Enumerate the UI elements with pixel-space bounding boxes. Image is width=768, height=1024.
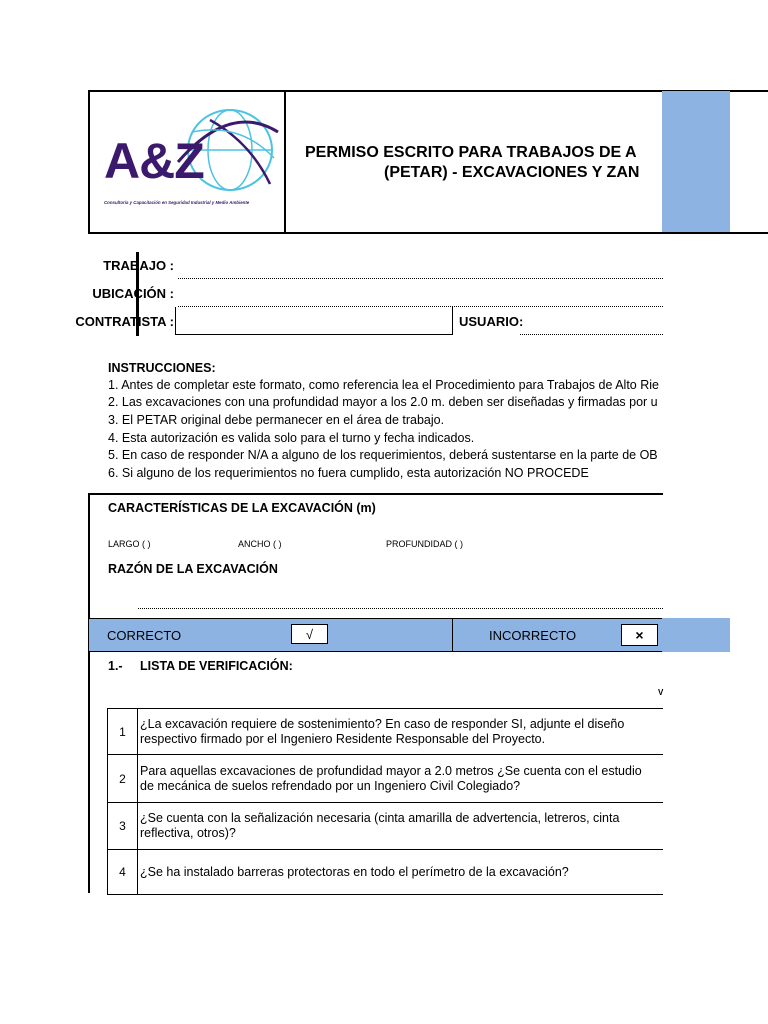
ubicacion-label: UBICACIÓN : [92, 286, 174, 301]
instruction-item: 3. El PETAR original debe permanecer en el área de trabajo. [108, 413, 445, 427]
header-blue-block [662, 91, 730, 232]
incorrect-label: INCORRECTO [489, 628, 577, 643]
checklist-side-mark: V [658, 688, 664, 697]
check-icon: √ [305, 626, 314, 642]
checklist-row [107, 708, 663, 755]
page-title-line2: (PETAR) - EXCAVACIONES Y ZAN [384, 164, 640, 181]
row-number: 4 [108, 850, 138, 894]
instructions-heading: INSTRUCCIONES: [108, 361, 216, 375]
profundidad-field[interactable]: PROFUNDIDAD ( ) [386, 539, 463, 549]
instruction-item: 6. Si alguno de los requerimientos no fuera cumplido, esta autorización NO PROCEDE [108, 466, 589, 480]
instruction-item: 1. Antes de completar este formato, como referencia lea el Procedimiento para Trabajos de Alto Rie [108, 378, 659, 392]
checklist-heading: LISTA DE VERIFICACIÓN: [140, 659, 293, 673]
row-number: 2 [108, 755, 138, 802]
legend-bar-edge [662, 618, 730, 652]
checklist-number: 1.- [108, 659, 123, 673]
correct-label: CORRECTO [107, 628, 182, 643]
ancho-field[interactable]: ANCHO ( ) [238, 539, 282, 549]
largo-field[interactable]: LARGO ( ) [108, 539, 151, 549]
checklist-row [107, 802, 663, 850]
logo-tagline: Consultoría y Capacitación en Seguridad Industrial y Medio Ambiente [104, 200, 250, 205]
checklist-row [107, 849, 663, 895]
row-question: Para aquellas excavaciones de profundidad mayor a 2.0 metros ¿Se cuenta con el estudio de mecánica de suelos refrendado por un Ingeniero Civil Colegiado? [140, 763, 642, 793]
row-number: 1 [108, 709, 138, 754]
row-number: 3 [108, 803, 138, 849]
instruction-item: 4. Esta autorización es valida solo para el turno y fecha indicados. [108, 431, 475, 445]
checklist-row [107, 755, 663, 803]
legend-divider [452, 618, 453, 652]
row-question: ¿La excavación requiere de sostenimiento? En caso de responder SI, adjunte el diseño respectivo firmado por el Ingeniero Residente Responsable del Proyecto. [140, 716, 625, 746]
instruction-item: 2. Las excavaciones con una profundidad mayor a los 2.0 m. deben ser diseñadas y firmadas por u [108, 395, 658, 409]
row-question: ¿Se ha instalado barreras protectoras en todo el perímetro de la excavación? [140, 864, 569, 879]
title-cell [287, 92, 663, 232]
incorrect-symbol-box [621, 624, 658, 646]
reason-field[interactable] [138, 608, 663, 609]
trabajo-field[interactable] [178, 278, 663, 279]
contratista-field[interactable] [175, 307, 453, 335]
trabajo-label: TRABAJO : [103, 258, 174, 273]
excavation-heading: CARACTERÍSTICAS DE LA EXCAVACIÓN (m) [108, 501, 376, 515]
logo-text: A&Z [104, 133, 204, 189]
correct-symbol-box [291, 624, 328, 644]
contratista-label: CONTRATISTA : [75, 314, 174, 329]
cross-icon: × [635, 627, 644, 643]
logo-cell [90, 92, 286, 232]
row-question: ¿Se cuenta con la señalización necesaria (cinta amarilla de advertencia, letreros, cinta reflectiva, otros)? [140, 811, 620, 840]
instruction-item: 5. En caso de responder N/A a alguno de los requerimientos, deberá sustentarse en la parte de OB [108, 448, 658, 462]
reason-heading: RAZÓN DE LA EXCAVACIÓN [108, 562, 278, 576]
usuario-label: USUARIO: [459, 314, 524, 329]
usuario-field[interactable] [520, 334, 663, 335]
page-title-line1: PERMISO ESCRITO PARA TRABAJOS DE A [305, 144, 637, 161]
